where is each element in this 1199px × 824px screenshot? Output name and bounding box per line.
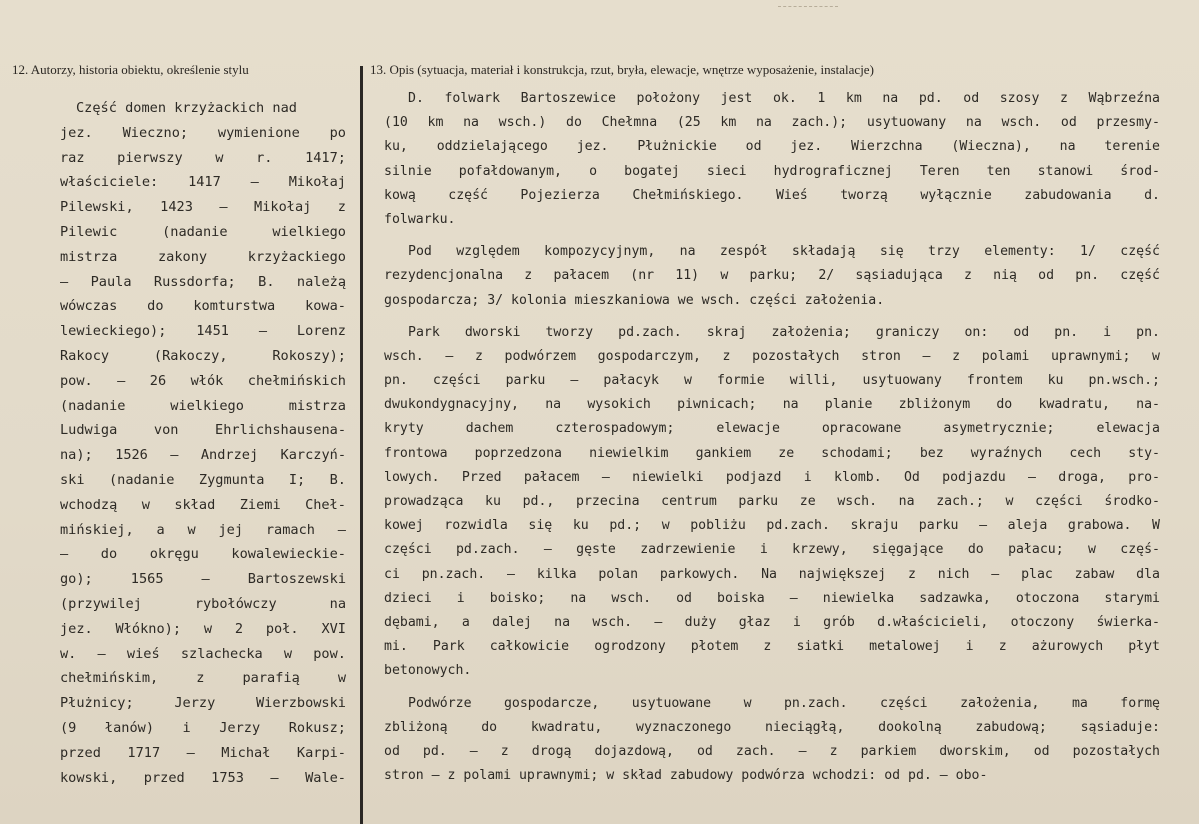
- history-line: Część domen krzyżackich nad: [76, 100, 297, 116]
- description-line: folwarku.: [384, 211, 456, 227]
- history-line: chełmińskim, z parafią w: [60, 670, 346, 687]
- history-line: Rakocy (Rakoczy, Rokoszy);: [60, 347, 346, 364]
- history-text: [60, 96, 346, 790]
- history-line: przed 1717 – Michał Karpi-: [60, 744, 346, 761]
- description-line: gospodarcza; 3/ kolonia mieszkaniowa we wsch. części założenia.: [384, 292, 885, 308]
- history-line: lewieckiego); 1451 – Lorenz: [60, 323, 346, 340]
- description-line: wsch. – z podwórzem gospodarczym, z pozostałych stron – z polami uprawnymi; w: [384, 348, 1160, 364]
- history-line: Pilewski, 1423 – Mikołaj z: [60, 199, 346, 216]
- description-line: stron – z polami uprawnymi; w skład zabudowy podwórza wchodzi: od pd. – obo-: [384, 768, 988, 784]
- history-line: (nadanie wielkiego mistrza: [60, 397, 346, 414]
- description-line: części pd.zach. – gęste zadrzewienie i krzewy, sięgające do pałacu; w częś-: [384, 542, 1160, 558]
- history-line: mistrza zakony krzyżackiego: [60, 248, 346, 265]
- history-line: go); 1565 – Bartoszewski: [60, 571, 346, 588]
- history-line: Pilewic (nadanie wielkiego: [60, 223, 346, 240]
- description-line: kryty dachem czterospadowym; elewacje opracowane asymetrycznie; elewacja: [384, 421, 1160, 437]
- paragraph-gap: [384, 313, 1160, 321]
- history-line: w. – wieś szlachecka w pow.: [60, 645, 346, 662]
- history-line: właściciele: 1417 – Mikołaj: [60, 174, 346, 191]
- history-line: kowski, przed 1753 – Wale-: [60, 769, 346, 786]
- description-line: zbliżoną do kwadratu, wyznaczonego nieciągłą, dookolną zabudową; sąsiaduje:: [384, 719, 1160, 735]
- description-text: [384, 87, 1160, 788]
- section-12-heading: 12. Autorzy, historia obiektu, określenie stylu: [12, 62, 249, 77]
- description-line: dębami, a dalej na wsch. – duży głaz i grób d.właścicieli, otoczony świerka-: [384, 614, 1160, 630]
- history-line: na); 1526 – Andrzej Karczyń-: [60, 447, 346, 464]
- description-line: dwukondygnacyjny, na wysokich piwnicach; na planie zbliżonym do kwadratu, na-: [384, 397, 1160, 413]
- history-line: (9 łanów) i Jerzy Rokusz;: [60, 719, 346, 736]
- column-divider: [360, 66, 363, 824]
- description-line: prowadząca ku pd., przecina centrum parku ze wsch. na zach.; w części środko-: [384, 494, 1160, 509]
- description-line: silnie pofałdowanym, o bogatej sieci hydrograficznej Teren ten stanowi środ-: [384, 163, 1160, 179]
- history-line: jez. Wieczno; wymienione po: [60, 124, 346, 141]
- history-line: (przywilej rybołówczy na: [60, 595, 346, 612]
- description-line: kową część Pojezierza Chełmińskiego. Wieś tworzą wyłącznie zabudowania d.: [384, 187, 1160, 203]
- description-line: ci pn.zach. – kilka polan parkowych. Na największej z nich – plac zabaw dla: [384, 566, 1160, 582]
- history-line: Ludwiga von Ehrlichshausena-: [60, 422, 346, 439]
- description-line: mi. Park całkowicie ogrodzony płotem z siatki metalowej i z ażurowych płyt: [384, 639, 1160, 655]
- history-line: mińskiej, a w jej ramach –: [60, 521, 346, 538]
- history-line: wówczas do komturstwa kowa-: [60, 298, 346, 315]
- description-line: frontowa poprzedzona niewielkim gankiem ze schodami; bez wyraźnych cech sty-: [384, 445, 1160, 461]
- history-line: – Paula Russdorfa; B. należą: [60, 273, 346, 290]
- description-line: Podwórze gospodarcze, usytuowane w pn.zach. części założenia, ma formę: [408, 695, 1160, 711]
- history-line: jez. Włókno); w 2 poł. XVI: [60, 620, 346, 637]
- description-line: kowej rozwidla się ku pd.; w pobliżu pd.zach. skraju parku – aleja grabowa. W: [384, 518, 1160, 534]
- description-line: Pod względem kompozycyjnym, na zespół składają się trzy elementy: 1/ część: [408, 244, 1160, 260]
- description-line: (10 km na wsch.) do Chełmna (25 km na zach.); usytuowany na wsch. od przesmy-: [384, 115, 1160, 131]
- description-line: D. folwark Bartoszewice położony jest ok. 1 km na pd. od szosy z Wąbrzeźna: [408, 91, 1160, 106]
- history-line: raz pierwszy w r. 1417;: [60, 149, 346, 166]
- history-line: – do okręgu kowalewieckie-: [60, 546, 346, 563]
- history-line: pow. – 26 włók chełmińskich: [60, 372, 346, 389]
- history-line: ski (nadanie Zygmunta I; B.: [60, 471, 346, 488]
- paragraph-gap: [384, 232, 1160, 240]
- paragraph-gap: [384, 684, 1160, 692]
- description-line: ku, oddzielającego jez. Płużnickie od jez. Wierzchna (Wieczna), na terenie: [384, 139, 1160, 155]
- description-line: pn. części parku – pałacyk w formie willi, usytuowany frontem ku pn.wsch.;: [384, 373, 1160, 389]
- scan-mark: [778, 0, 838, 7]
- history-line: wchodzą w skład Ziemi Cheł-: [60, 496, 346, 513]
- section-13-heading: 13. Opis (sytuacja, materiał i konstrukcja, rzut, bryła, elewacje, wnętrze wyposażenie, instalacje): [370, 62, 874, 77]
- history-line: Płużnicy; Jerzy Wierzbowski: [60, 695, 346, 712]
- description-line: rezydencjonalna z pałacem (nr 11) w parku; 2/ sąsiadująca z nią od pn. część: [384, 268, 1160, 284]
- description-line: Park dworski tworzy pd.zach. skraj założenia; graniczy on: od pn. i pn.: [408, 324, 1160, 340]
- description-line: betonowych.: [384, 663, 472, 679]
- description-line: dzieci i boisko; na wsch. od boiska – niewielka sadzawka, otoczona starymi: [384, 590, 1160, 606]
- description-line: od pd. – z drogą dojazdową, od zach. – z parkiem dworskim, od pozostałych: [384, 743, 1160, 759]
- description-line: lowych. Przed pałacem – niewielki podjazd i klomb. Od podjazdu – droga, pro-: [384, 469, 1160, 485]
